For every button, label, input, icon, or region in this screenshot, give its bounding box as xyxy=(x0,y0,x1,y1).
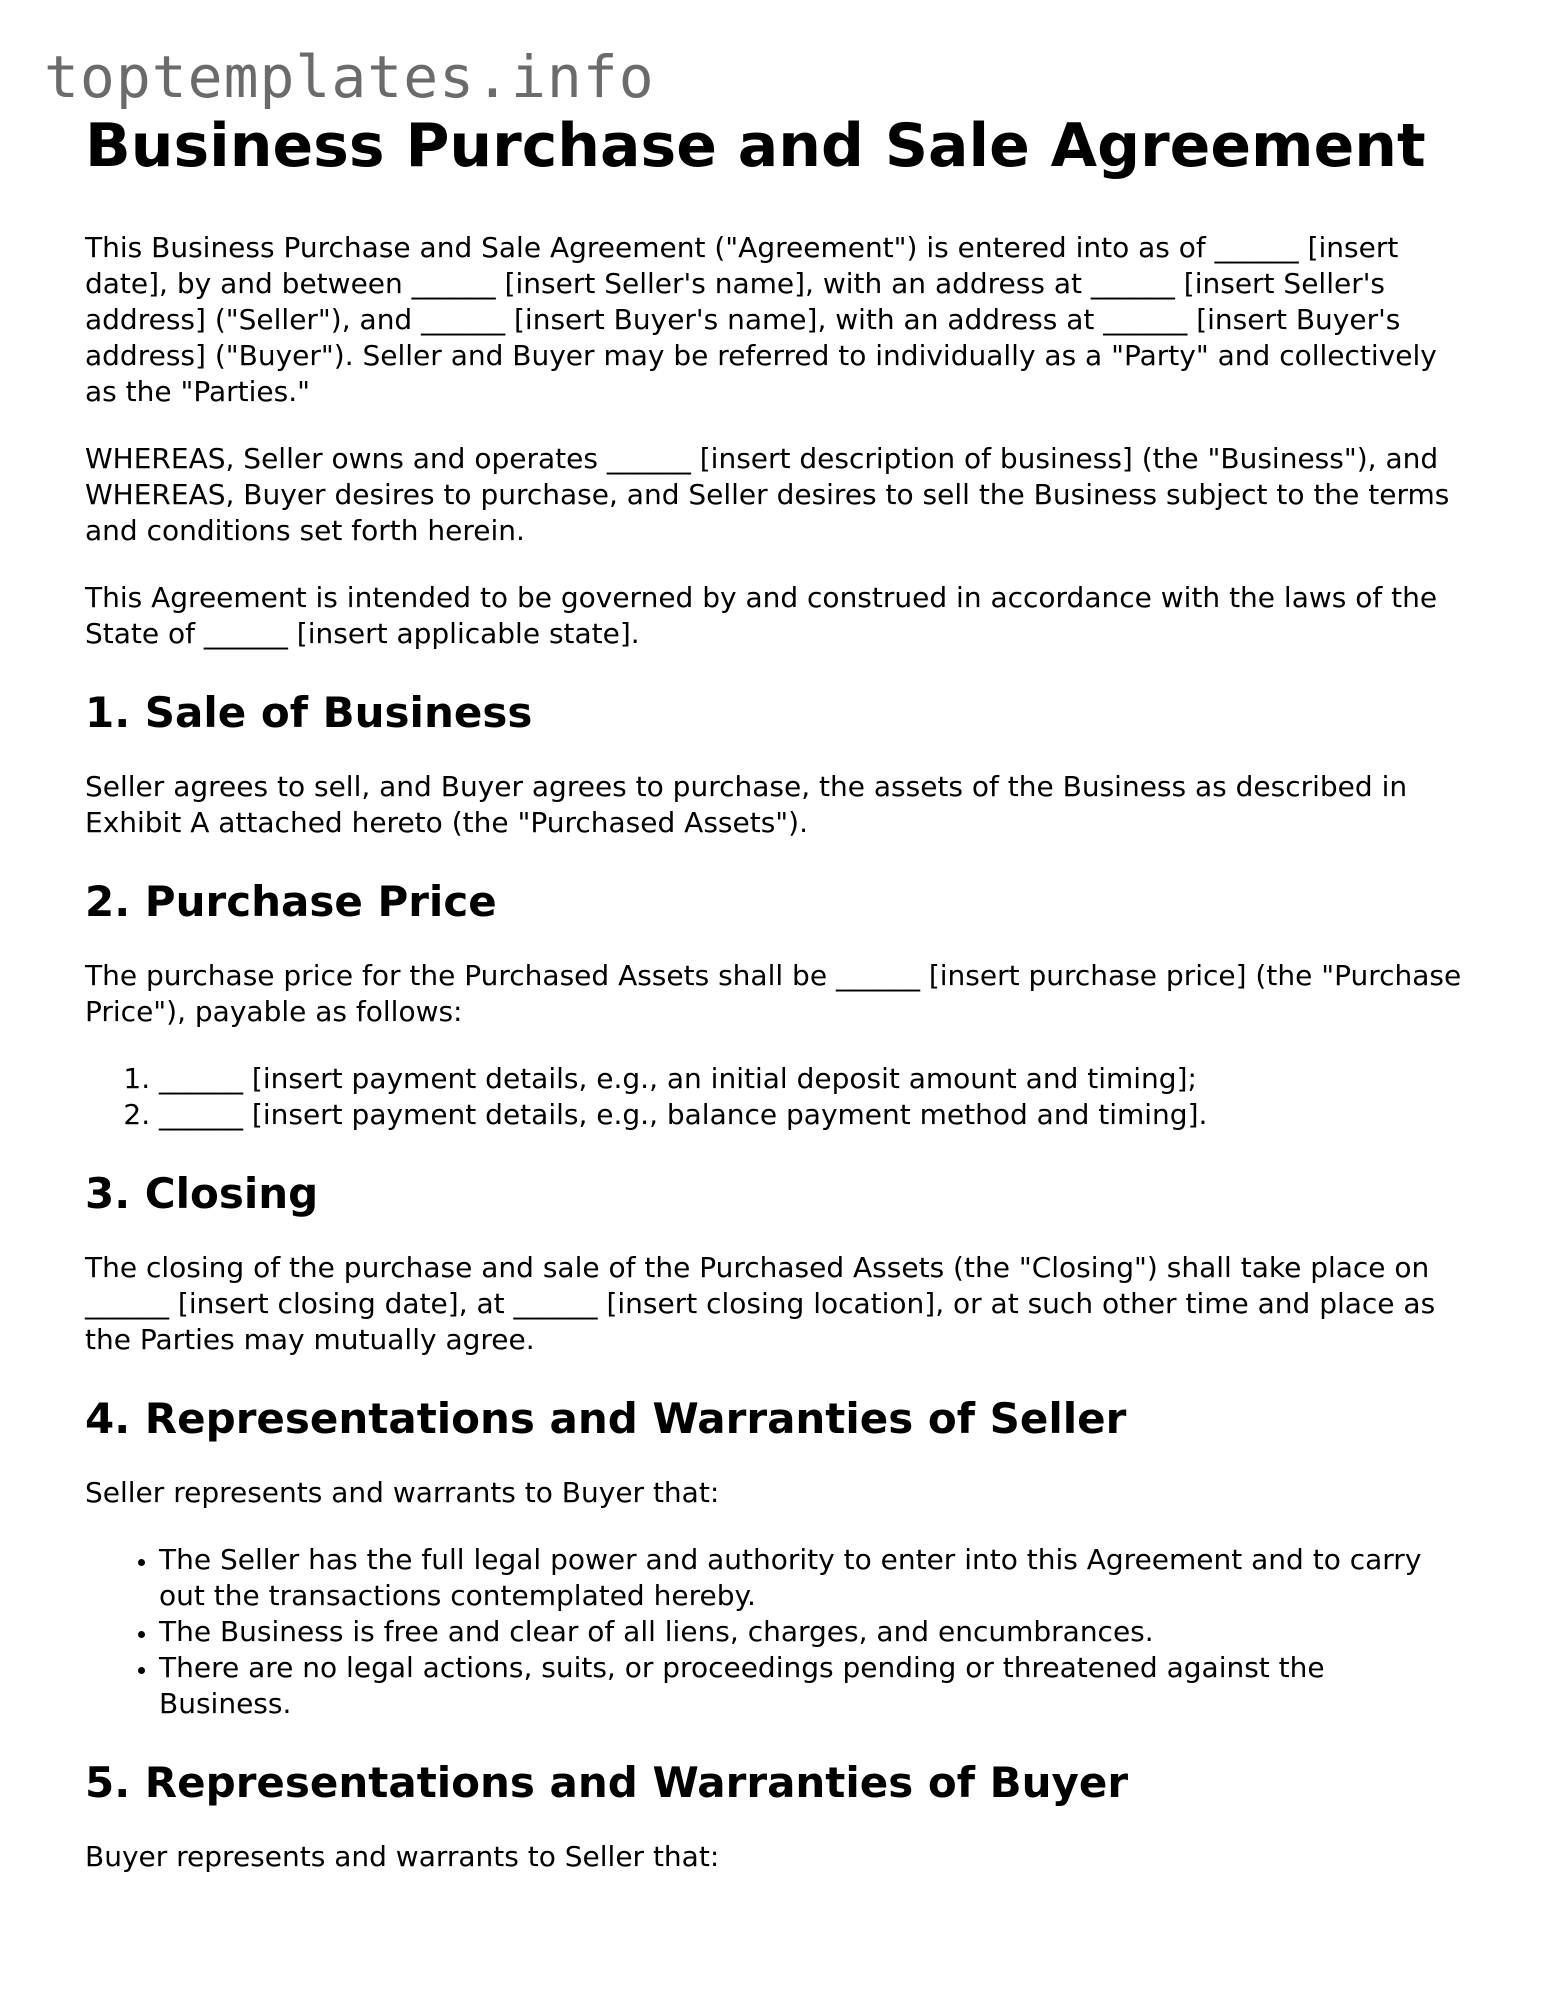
section-text-sale: Seller agrees to sell, and Buyer agrees to purchase, the assets of the Business as described in Exhibit A attached hereto (the "Purchased Assets"). xyxy=(85,770,1408,839)
section-text-buyer-reps: Buyer represents and warrants to Seller that: xyxy=(85,1840,720,1873)
list-item: 2. ______ [insert payment details, e.g., balance payment method and timing]. xyxy=(159,1097,1465,1133)
section-text-seller-reps: Seller represents and warrants to Buyer that: xyxy=(85,1476,720,1509)
section-heading-sale: 1. Sale of Business xyxy=(85,688,533,737)
section-text-closing: The closing of the purchase and sale of the Purchased Assets (the "Closing") shall take place on ______ [insert closing date], at ______ [insert closing location], or at such other time and place as the Parties may mutually agree. xyxy=(85,1251,1436,1356)
intro-paragraph: This Business Purchase and Sale Agreement ("Agreement") is entered into as of ______ [insert date], by and between ______ [insert Seller's name], with an address at ______ [insert Seller's address] ("Seller"), and ______ [insert Buyer's name], with an address at ______ [insert Buyer's address] ("Buyer"). Seller and Buyer may be referred to individually as a "Party" and collectively as the "Parties." xyxy=(85,231,1437,408)
document-page xyxy=(85,108,1465,1906)
section-heading-seller-reps: 4. Representations and Warranties of Seller xyxy=(85,1394,1127,1443)
list-item: 1. ______ [insert payment details, e.g., an initial deposit amount and timing]; xyxy=(159,1061,1465,1097)
whereas-paragraph: WHEREAS, Seller owns and operates ______ [insert description of business] (the "Business"), and WHEREAS, Buyer desires to purchase, and Seller desires to sell the Business subject to the terms and conditions set forth herein. xyxy=(85,442,1450,547)
list-item: • There are no legal actions, suits, or proceedings pending or threatened against the Business. xyxy=(159,1650,1465,1722)
section-heading-closing: 3. Closing xyxy=(85,1169,319,1218)
governing-law-paragraph: This Agreement is intended to be governed by and construed in accordance with the laws of the State of ______ [insert applicable state]. xyxy=(85,581,1438,650)
payment-list xyxy=(85,1061,1465,1133)
section-heading-price: 2. Purchase Price xyxy=(85,877,497,926)
watermark: toptemplates.info xyxy=(44,43,655,111)
section-text-price: The purchase price for the Purchased Assets shall be ______ [insert purchase price] (the "Purchase Price"), payable as follows: xyxy=(85,959,1462,1028)
seller-reps-list xyxy=(85,1542,1465,1722)
list-item: • The Business is free and clear of all liens, charges, and encumbrances. xyxy=(159,1614,1465,1650)
section-heading-buyer-reps: 5. Representations and Warranties of Buyer xyxy=(85,1758,1129,1807)
document-title: Business Purchase and Sale Agreement xyxy=(85,111,1426,181)
list-item: • The Seller has the full legal power and authority to enter into this Agreement and to carry out the transactions contemplated hereby. xyxy=(159,1542,1465,1614)
